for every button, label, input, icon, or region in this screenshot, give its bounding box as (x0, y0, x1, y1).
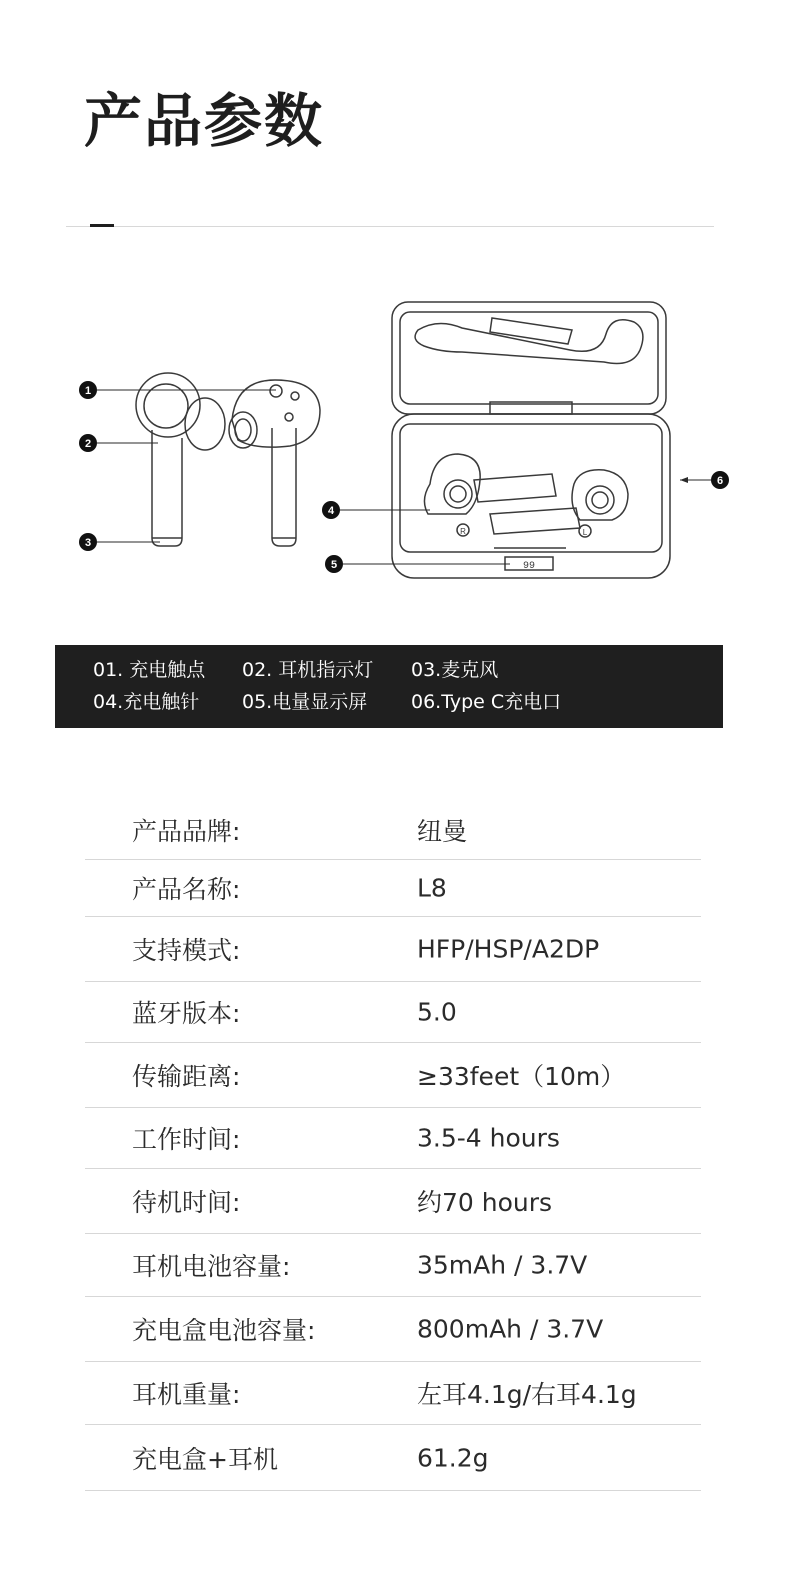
title-divider (66, 226, 714, 227)
spec-label: 产品名称: (132, 875, 241, 904)
spec-value: L8 (417, 873, 447, 903)
callout-marker-4 (322, 501, 340, 519)
spec-label: 传输距离: (132, 1062, 241, 1091)
spec-row (85, 1297, 701, 1362)
right-earbud-drawing (229, 380, 320, 546)
spec-label: 蓝牙版本: (132, 999, 241, 1028)
charging-case-drawing (392, 302, 670, 578)
right-earbud-letter: R (460, 527, 466, 536)
svg-text:5: 5 (330, 559, 338, 571)
svg-text:4: 4 (327, 505, 335, 517)
spec-row (85, 1234, 701, 1297)
spec-label: 待机时间: (132, 1188, 241, 1217)
callout-marker-6 (711, 471, 729, 489)
spec-row (85, 860, 701, 917)
spec-row (85, 800, 701, 860)
callout-marker-1 (79, 381, 97, 399)
spec-value: 800mAh / 3.7V (417, 1314, 604, 1344)
spec-row (85, 1362, 701, 1425)
spec-label: 耳机电池容量: (132, 1252, 291, 1281)
callout-marker-2 (79, 434, 97, 452)
legend-item-indicator-light: 02. 耳机指示灯 (242, 659, 374, 681)
spec-table (85, 800, 701, 1491)
svg-text:3: 3 (84, 537, 92, 549)
spec-label: 耳机重量: (132, 1380, 241, 1409)
battery-display-readout: 99 (522, 561, 536, 572)
legend-item-battery-display: 05.电量显示屏 (242, 691, 368, 713)
legend-item-charging-contact: 01. 充电触点 (93, 659, 206, 681)
spec-label: 充电盒+耳机 (132, 1444, 278, 1474)
callout-marker-3 (79, 533, 97, 551)
spec-value: 纽曼 (417, 816, 468, 846)
svg-text:6: 6 (716, 475, 724, 487)
spec-row (85, 982, 701, 1043)
spec-value: 约70 hours (417, 1188, 553, 1217)
spec-value: 左耳4.1g/右耳4.1g (417, 1380, 637, 1409)
spec-value: ≥33feet（10m） (417, 1062, 626, 1091)
page-title: 产品参数 (84, 87, 325, 155)
spec-row (85, 1108, 701, 1169)
spec-value: HFP/HSP/A2DP (417, 934, 600, 964)
spec-value: 5.0 (417, 997, 457, 1027)
spec-label: 支持模式: (132, 936, 241, 965)
spec-row (85, 1425, 701, 1491)
spec-row (85, 917, 701, 982)
left-earbud-drawing (136, 373, 225, 546)
spec-value: 61.2g (417, 1443, 489, 1472)
parts-legend (55, 645, 723, 728)
spec-value: 35mAh / 3.7V (417, 1250, 588, 1280)
legend-item-type-c-port: 06.Type C充电口 (411, 691, 562, 713)
callout-arrow-6 (680, 477, 688, 483)
spec-value: 3.5-4 hours (417, 1123, 560, 1153)
spec-row (85, 1043, 701, 1108)
spec-label: 产品品牌: (132, 816, 241, 846)
callout-marker-5 (325, 555, 343, 573)
svg-text:2: 2 (84, 438, 92, 450)
legend-item-charging-pin: 04.充电触针 (93, 691, 200, 713)
spec-row (85, 1169, 701, 1234)
spec-label: 充电盒电池容量: (132, 1316, 316, 1345)
legend-item-microphone: 03.麦克风 (411, 659, 499, 681)
title-accent-mark (90, 224, 114, 227)
svg-text:1: 1 (84, 385, 92, 397)
left-earbud-letter: L (582, 528, 588, 537)
product-diagram (0, 290, 790, 600)
spec-label: 工作时间: (132, 1125, 241, 1154)
